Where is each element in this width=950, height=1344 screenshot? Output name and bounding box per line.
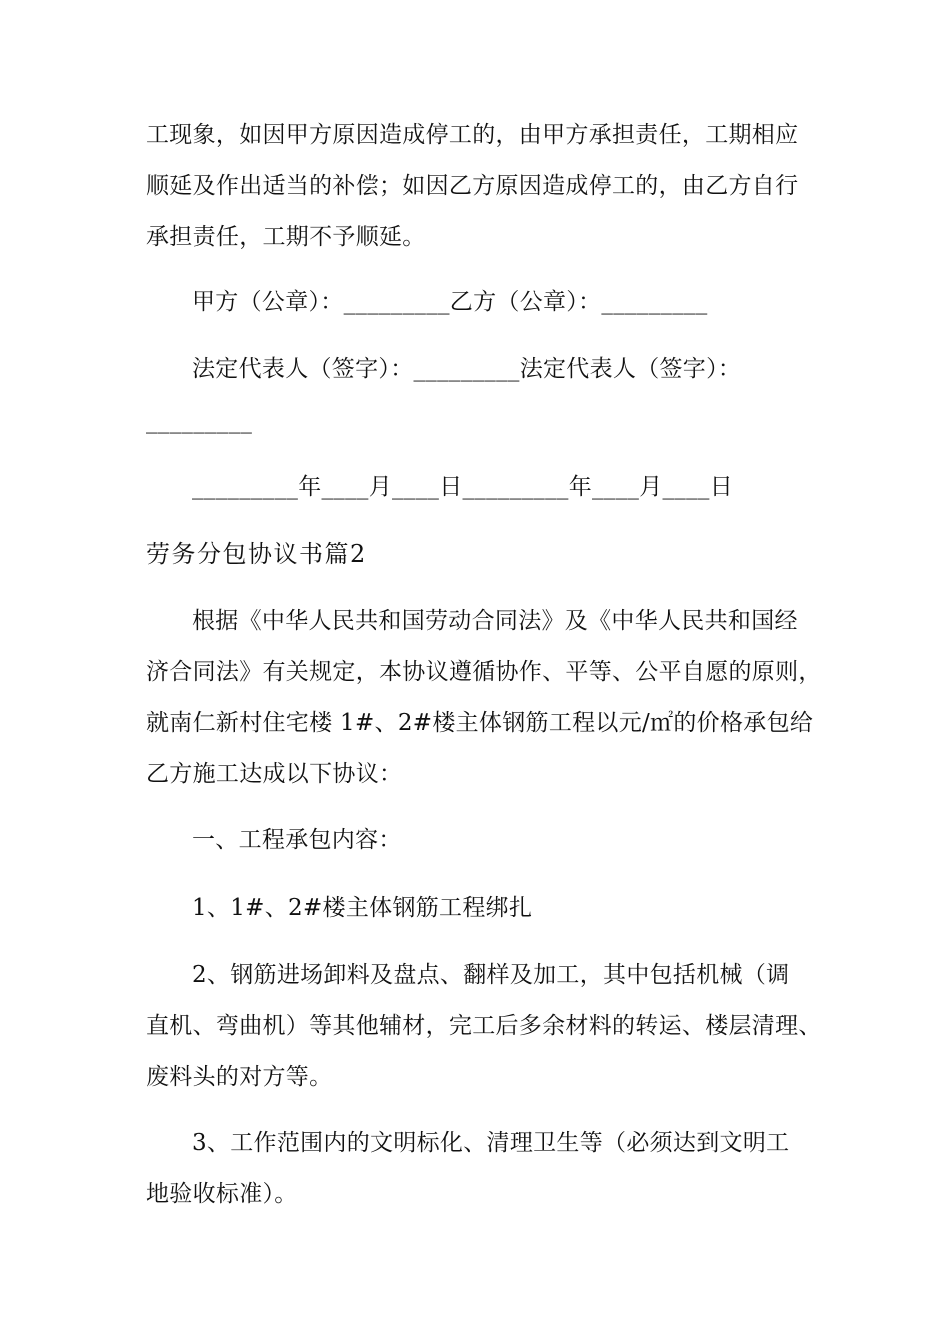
list-item-continued: 地验收标准）。 <box>146 1181 298 1207</box>
paragraph-line: 济合同法》有关规定，本协议遵循协作、平等、公平自愿的原则， <box>146 659 822 685</box>
item-title: 一、工程承包内容： <box>192 827 402 853</box>
list-item: 3、工作范围内的文明标化、清理卫生等（必须达到文明工 <box>192 1130 790 1156</box>
seal-line: 甲方（公章）：_________乙方（公章）：_________ <box>192 289 708 315</box>
representative-line-continued: _________ <box>146 408 253 434</box>
paragraph-line: 承担责任，工期不予顺延。 <box>146 224 426 250</box>
paragraph-line: 顺延及作出适当的补偿；如因乙方原因造成停工的，由乙方自行 <box>146 173 799 199</box>
list-item-continued: 废料头的对方等。 <box>146 1064 333 1090</box>
paragraph-line: 根据《中华人民共和国劳动合同法》及《中华人民共和国经 <box>192 608 798 634</box>
representative-line: 法定代表人（签字）：_________法定代表人（签字）： <box>192 356 742 382</box>
paragraph-line: 乙方施工达成以下协议： <box>146 761 403 787</box>
section-heading: 劳务分包协议书篇2 <box>146 540 367 568</box>
list-item: 1、1#、2#楼主体钢筋工程绑扎 <box>192 895 533 921</box>
list-item: 2、钢筋进场卸料及盘点、翻样及加工，其中包括机械（调 <box>192 962 790 988</box>
date-line: _________年____月____日_________年____月____日 <box>192 474 733 500</box>
list-item-continued: 直机、弯曲机）等其他辅材，完工后多余材料的转运、楼层清理、 <box>146 1013 822 1039</box>
paragraph-line: 就南仁新村住宅楼 1#、2#楼主体钢筋工程以元/㎡的价格承包给 <box>146 710 814 736</box>
paragraph-line: 工现象，如因甲方原因造成停工的，由甲方承担责任，工期相应 <box>146 122 799 148</box>
